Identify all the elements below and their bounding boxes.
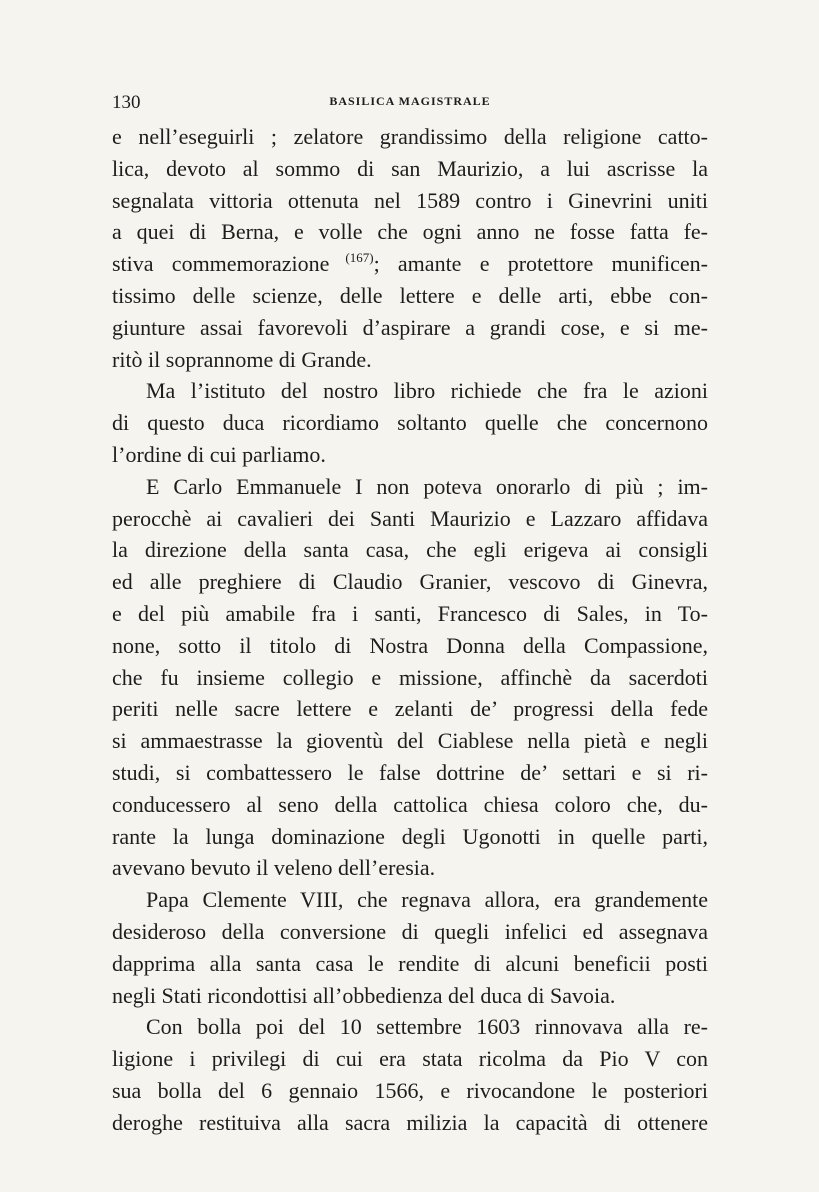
running-title: BASILICA MAGISTRALE xyxy=(329,94,491,108)
body-text xyxy=(112,121,708,1139)
text-line xyxy=(112,216,708,248)
text-line xyxy=(112,534,708,566)
text-line xyxy=(112,980,708,1012)
line-text: desideroso della conversione di quegli infelici ed assegnava xyxy=(112,918,708,944)
line-text: avevano bevuto il veleno dell’eresia. xyxy=(112,855,436,881)
line-text: e nell’eseguirli ; zelatore grandissimo della religione catto- xyxy=(112,124,708,149)
line-text: ritò il soprannome di Grande. xyxy=(112,346,372,372)
line-text: periti nelle sacre lettere e zelanti de’ progressi della fede xyxy=(112,696,708,722)
page-number: 130 xyxy=(112,92,141,113)
line-text: none, sotto il titolo di Nostra Donna della Compassione, xyxy=(112,632,708,658)
line-text: E Carlo Emmanuele I non poteva onorarlo di più ; im- xyxy=(146,473,708,499)
page-header xyxy=(112,92,708,114)
text-line xyxy=(112,1011,708,1043)
line-text: si ammaestrasse la gioventù del Ciablese nella pietà e negli xyxy=(112,728,708,754)
text-line xyxy=(112,630,708,662)
text-line xyxy=(112,471,708,503)
text-line xyxy=(112,598,708,630)
text-line xyxy=(112,916,708,948)
text-line xyxy=(112,153,708,185)
text-line xyxy=(112,821,708,853)
line-text: stiva commemorazione xyxy=(112,251,330,277)
text-line xyxy=(112,1107,708,1139)
line-text: e del più amabile fra i santi, Francesco di Sales, in To- xyxy=(112,600,708,626)
text-line xyxy=(112,884,708,916)
text-line xyxy=(112,662,708,694)
line-text: che fu insieme collegio e missione, affinchè da sacerdoti xyxy=(112,664,708,690)
line-text: a quei di Berna, e volle che ogni anno ne fosse fatta fe- xyxy=(112,219,708,245)
text-line xyxy=(112,439,708,471)
text-line xyxy=(112,248,708,280)
line-text: perocchè ai cavalieri dei Santi Maurizio e Lazzaro affidava xyxy=(112,505,708,531)
text-line xyxy=(112,1075,708,1107)
line-text: Con bolla poi del 10 settembre 1603 rinnovava alla re- xyxy=(146,1014,708,1040)
line-text: studi, si combattessero le false dottrine de’ settari e si ri- xyxy=(112,759,708,785)
line-text: lica, devoto al sommo di san Maurizio, a lui ascrisse la xyxy=(112,155,708,181)
line-text: l’ordine di cui parliamo. xyxy=(112,441,326,467)
text-line xyxy=(112,948,708,980)
line-text: segnalata vittoria ottenuta nel 1589 contro i Ginevrini uniti xyxy=(112,187,708,213)
text-line xyxy=(112,725,708,757)
line-text: di questo duca ricordiamo soltanto quelle che concernono xyxy=(112,410,708,436)
text-line xyxy=(112,280,708,312)
line-text: conducessero al seno della cattolica chiesa coloro che, du- xyxy=(112,791,708,817)
line-text: Papa Clemente VIII, che regnava allora, era grandemente xyxy=(146,887,708,913)
line-text: tissimo delle scienze, delle lettere e delle arti, ebbe con- xyxy=(112,282,708,308)
line-text: sua bolla del 6 gennaio 1566, e rivocandone le posteriori xyxy=(112,1077,708,1103)
text-line xyxy=(112,312,708,344)
line-text: giunture assai favorevoli d’aspirare a grandi cose, e si me- xyxy=(112,314,708,340)
line-text: Ma l’istituto del nostro libro richiede che fra le azioni xyxy=(146,378,708,404)
text-line xyxy=(112,1043,708,1075)
text-line xyxy=(112,344,708,376)
line-text: negli Stati ricondottisi all’obbedienza del duca di Savoia. xyxy=(112,982,616,1008)
text-line xyxy=(112,566,708,598)
line-text: ligione i privilegi di cui era stata ricolma da Pio V con xyxy=(112,1046,708,1072)
footnote-reference: (167) xyxy=(329,250,374,266)
line-text: la direzione della santa casa, che egli erigeva ai consigli xyxy=(112,537,708,563)
line-text: dapprima alla santa casa le rendite di alcuni beneficii posti xyxy=(112,950,708,976)
text-line xyxy=(112,407,708,439)
text-line xyxy=(112,757,708,789)
line-text: ed alle preghiere di Claudio Granier, vescovo di Ginevra, xyxy=(112,569,708,595)
text-line xyxy=(112,375,708,407)
text-line xyxy=(112,185,708,217)
text-line xyxy=(112,852,708,884)
line-text-continued: ; amante e protettore munificen- xyxy=(373,251,708,277)
line-text: deroghe restituiva alla sacra milizia la capacità di ottenere xyxy=(112,1109,708,1135)
line-text: rante la lunga dominazione degli Ugonotti in quelle parti, xyxy=(112,823,708,849)
text-line xyxy=(112,789,708,821)
text-line xyxy=(112,121,708,153)
text-line xyxy=(112,503,708,535)
text-line xyxy=(112,693,708,725)
